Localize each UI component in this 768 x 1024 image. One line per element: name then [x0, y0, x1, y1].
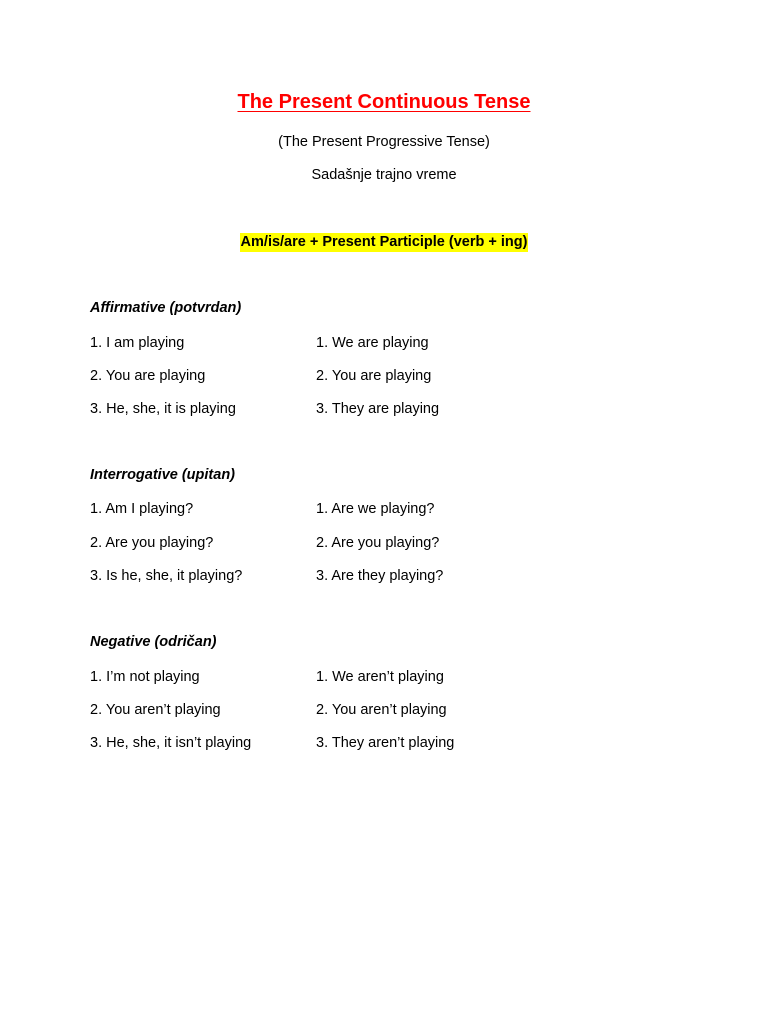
singular-form: 1. I am playing — [90, 335, 185, 351]
plural-form: 3. They are playing — [316, 401, 440, 417]
singular-form: 2. You aren’t playing — [90, 702, 221, 718]
page-title: The Present Continuous Tense — [237, 91, 531, 113]
plural-form: 3. Are they playing? — [316, 568, 444, 584]
plural-form: 3. They aren’t playing — [316, 735, 455, 751]
page-subtitle: (The Present Progressive Tense) — [278, 134, 490, 150]
plural-form: 2. You aren’t playing — [316, 702, 447, 718]
section-heading-affirmative: Affirmative (potvrdan) — [90, 300, 242, 316]
plural-form: 2. You are playing — [316, 368, 432, 384]
page-translation: Sadašnje trajno vreme — [311, 167, 457, 183]
section-heading-negative: Negative (odričan) — [90, 634, 217, 650]
singular-form: 1. I’m not playing — [90, 669, 200, 685]
singular-form: 3. Is he, she, it playing? — [90, 568, 243, 584]
singular-form: 1. Am I playing? — [90, 501, 194, 517]
singular-form: 2. You are playing — [90, 368, 206, 384]
formula-line — [0, 234, 768, 250]
plural-form: 1. We aren’t playing — [316, 669, 444, 685]
plural-form: 1. We are playing — [316, 335, 429, 351]
plural-form: 2. Are you playing? — [316, 535, 440, 551]
plural-form: 1. Are we playing? — [316, 501, 435, 517]
singular-form: 3. He, she, it isn’t playing — [90, 735, 252, 751]
section-heading-interrogative: Interrogative (upitan) — [90, 467, 236, 483]
singular-form: 2. Are you playing? — [90, 535, 214, 551]
formula-highlight: Am/is/are + Present Participle (verb + ing) — [240, 234, 528, 250]
singular-form: 3. He, she, it is playing — [90, 401, 236, 417]
